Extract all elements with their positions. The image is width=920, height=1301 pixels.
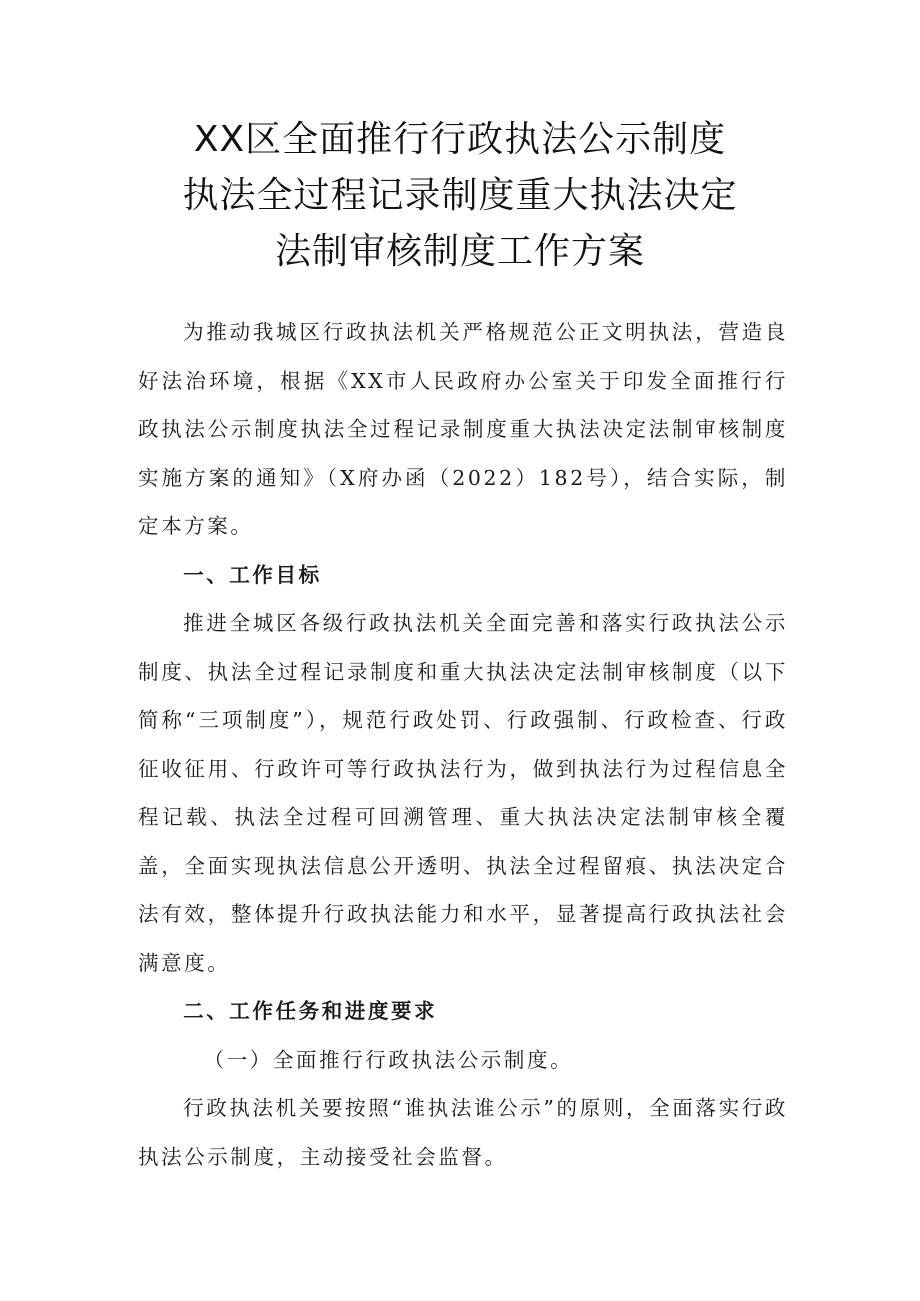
section-1-paragraph: 推进全城区各级行政执法机关全面完善和落实行政执法公示制度、执法全过程记录制度和重大执法决定法制审核制度（以下简称“三项制度”），规范行政处罚、行政强制、行政检查、行政征收征用、行政许可等行政执法行为，做到执法行为过程信息全程记载、执法全过程可回溯管理、重大执法决定法制审核全覆盖，全面实现执法信息公开透明、执法全过程留痕、执法决定合法有效，整体提升行政执法能力和水平，显著提高行政执法社会满意度。 [138,611,788,975]
title-line-3: 法制审核制度工作方案 [274,231,645,272]
section-2-heading: 二、工作任务和进度要求 [183,999,438,1023]
title-line-1: XX区全面推行行政执法公示制度 [193,119,727,160]
intro-paragraph: 为推动我城区行政执法机关严格规范公正文明执法，营造良好法治环境，根据《XX市人民政府办公室关于印发全面推行行政执法公示制度执法全过程记录制度重大执法决定法制审核制度实施方案的通知》（X府办函（2022）182号），结合实际，制定本方案。 [138,320,788,538]
title-line-2: 执法全过程记录制度重大执法决定 [182,175,738,216]
section-2-paragraph: 行政执法机关要按照“谁执法谁公示”的原则，全面落实行政执法公示制度，主动接受社会监督。 [138,1096,788,1169]
section-2-subheading: （一）全面推行行政执法公示制度。 [203,1047,574,1072]
document-body [138,308,788,1181]
document-title [0,112,920,280]
section-1-heading: 一、工作目标 [183,562,322,587]
